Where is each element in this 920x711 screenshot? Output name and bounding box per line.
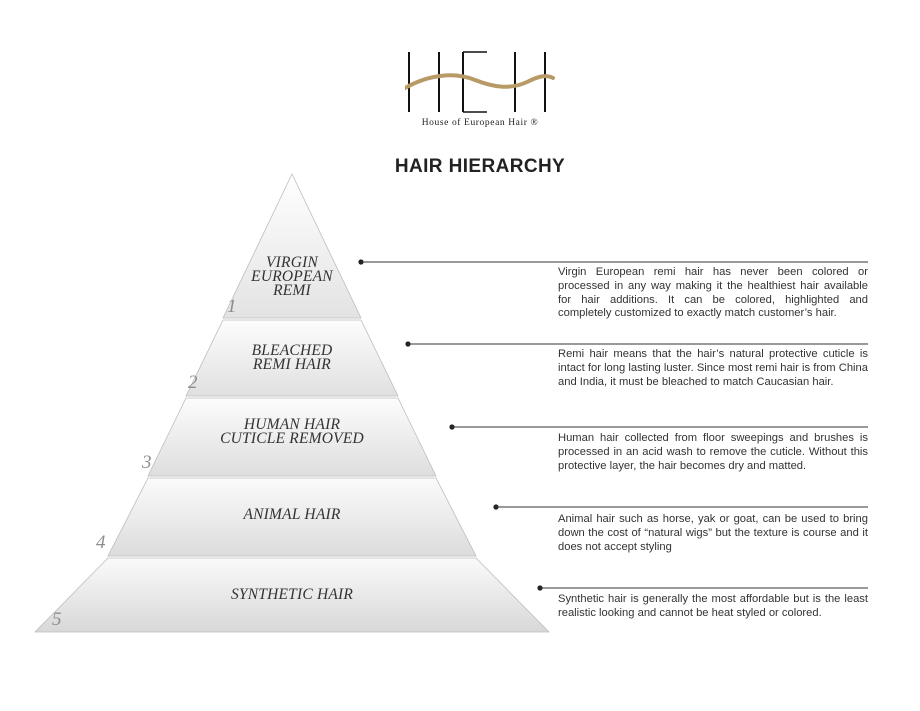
page-title: HAIR HIERARCHY (394, 156, 566, 177)
tier-2-number: 2 (188, 372, 198, 393)
tier-5-description: Synthetic hair is generally the most affordable but is the least realistic looking and cannot be heat styled or colored. (558, 593, 868, 619)
tier-3-label: HUMAN HAIR CUTICLE REMOVED (220, 416, 364, 447)
connector-1 (358, 259, 868, 264)
tier-2-label: BLEACHED REMI HAIR (251, 342, 333, 373)
tier-1-number: 1 (227, 296, 237, 317)
tier-3-description: Human hair collected from floor sweepings and brushes is processed in an acid wash to remove the cuticle. Without this protective layer, the hair becomes dry and matted. (558, 432, 868, 472)
tier-3-number: 3 (142, 452, 152, 473)
tier-4-label: ANIMAL HAIR (243, 506, 341, 523)
tier-5-label: SYNTHETIC HAIR (230, 586, 354, 603)
tier-4-number: 4 (96, 532, 106, 553)
tier-2-description: Remi hair means that the hair’s natural protective cuticle is intact for long lasting luster. Since most remi hair is from China and India, it must be bleached to match Caucasian hair. (558, 348, 868, 388)
tier-1-label: VIRGIN EUROPEAN REMI (251, 254, 333, 299)
tier-1-description: Virgin European remi hair has never been colored or processed in any way making it the healthiest hair available for hair additions. It can be colored, highlighted and completely customized to exactly match customer’s hair. (558, 266, 868, 320)
connector-5 (537, 585, 868, 590)
connector-2 (405, 341, 868, 346)
tier-5-number: 5 (52, 609, 62, 630)
brand-name: House of European Hair ® (421, 118, 539, 128)
tier-4-description: Animal hair such as horse, yak or goat, can be used to bring down the cost of “natural wigs” but the texture is course and it does not accept styling (558, 513, 868, 553)
connector-4 (493, 504, 868, 509)
connector-3 (449, 424, 868, 429)
